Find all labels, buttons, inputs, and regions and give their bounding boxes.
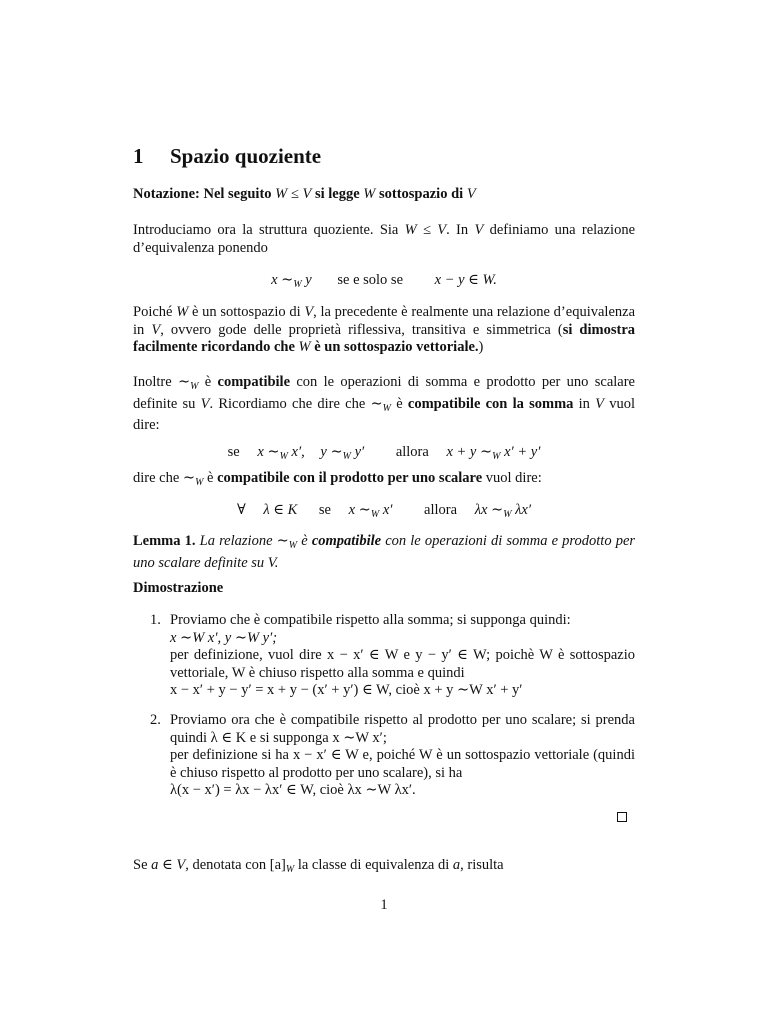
intro-paragraph: Introduciamo ora la struttura quoziente. Sia W ≤ V. In V definiamo una relazione d’equivalenza ponendo	[133, 222, 636, 256]
equation-product-compatibility: ∀ λ ∈ K se x $\sim_W$ x′ allora λx $\sim_W$ λx′	[236, 502, 532, 520]
paragraph-equivalence-relation: Poiché W è un sottospazio di V, la precedente è realmente una relazione d’equivalenza in V, ovvero gode delle proprietà riflessiva, transitiva e simmetrica (si dimostra facilmente ricordando che W è un sottospazio vettoriale.)	[133, 304, 636, 356]
proof-list	[133, 612, 635, 800]
notation-line: Notazione: Nel seguito W ≤ V si legge W sottospazio di V	[133, 186, 476, 202]
final-paragraph: Se a ∈ V, denotata con $[a]_W$ la classe di equivalenza di a, risulta	[133, 857, 504, 875]
section-title	[133, 144, 322, 168]
paragraph-product-compatibility: dire che $\sim_W$ è compatibile con il prodotto per uno scalare vuol dire:	[133, 470, 542, 488]
paragraph-compatibility: Inoltre $\sim_W$ è compatibile con le operazioni di somma e prodotto per uno scalare definite su V. Ricordiamo che dire che $\sim_W$ è compatibile con la somma in V vuol dire:	[133, 374, 636, 434]
section-title-text: Spazio quoziente	[170, 144, 322, 168]
page-number: 1	[380, 897, 388, 913]
lemma: Lemma 1. La relazione $\sim_W$ è compatibile con le operazioni di somma e prodotto per uno scalare definite su V.	[133, 533, 636, 571]
proof-title: Dimostrazione	[133, 580, 224, 596]
equation-sum-compatibility: se x $\sim_W$ x′, y $\sim_W$ y′ allora x + y $\sim_W$ x′ + y′	[227, 444, 541, 462]
list-item: 1. Proviamo che è compatibile rispetto alla somma; si supponga quindi: x ∼W x′, y ∼W y′; per definizione, vuol dire x − x′ ∈ W e y − y′ ∈ W; poichè W è sottospazio vettoriale, W è chiuso rispetto alla somma e quindi x − x′ + y − y′ = x + y − (x′ + y′) ∈ W, cioè x + y ∼W x′ + y′	[150, 612, 635, 699]
qed-square-icon	[617, 812, 627, 822]
equation-equivalence: x $\sim_W$ y se e solo se x − y ∈ W.	[271, 272, 497, 290]
section-number: 1	[133, 144, 144, 168]
lemma-label: Lemma 1.	[133, 533, 196, 549]
list-item: 2. Proviamo ora che è compatibile rispetto al prodotto per uno scalare; si prenda quindi λ ∈ K e si supponga x ∼W x′; per definizione si ha x − x′ ∈ W e, poiché W è un sottospazio vettoriale (quindi è chiuso rispetto al prodotto per uno scalare), si ha λ(x − x′) = λx − λx′ ∈ W, cioè λx ∼W λx′.	[150, 711, 635, 799]
